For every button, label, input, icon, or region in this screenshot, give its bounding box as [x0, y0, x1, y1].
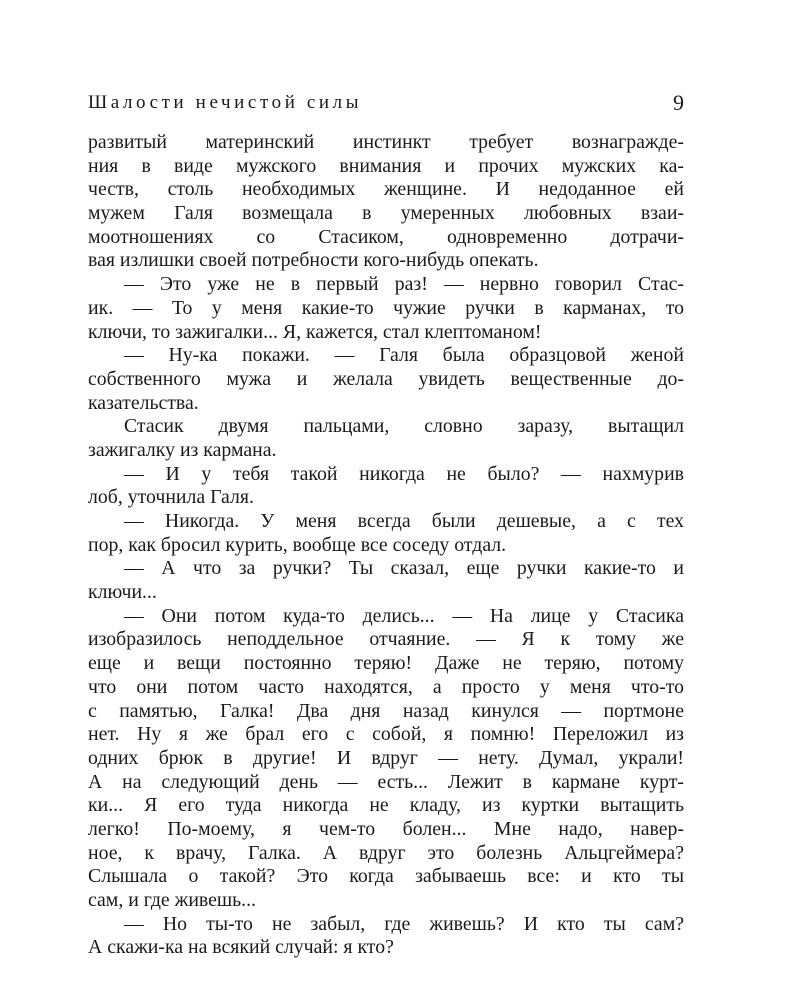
running-title: Шалости нечистой силы — [88, 92, 363, 113]
text-line: собственного мужа и желала увидеть вещественные до- — [88, 367, 684, 390]
text-line: А на следующий день — есть... Лежит в кармане курт- — [88, 770, 684, 793]
page-number: 9 — [673, 90, 684, 115]
text-line: А скажи-ка на всякий случай: я кто? — [88, 936, 394, 959]
running-head — [88, 88, 684, 118]
text-line: мужем Галя возмещала в умеренных любовных взаи- — [88, 202, 684, 225]
text-line: — Ну-ка покажи. — Галя была образцовой женой — [124, 344, 684, 367]
text-line: моотношениях со Стасиком, одновременно дотрачи- — [88, 225, 684, 248]
text-line: честв, столь необходимых женщине. И недоданное ей — [88, 178, 684, 201]
text-line: что они потом часто находятся, а просто у меня что-то — [88, 675, 684, 698]
text-line: легко! По-моему, я чем-то болен... Мне надо, навер- — [88, 817, 684, 840]
text-line: нет. Ну я же брал его с собой, я помню! Переложил из — [88, 723, 684, 746]
text-line: — Это уже не в первый раз! — нервно говорил Стас- — [124, 273, 684, 296]
text-line: с памятью, Галка! Два дня назад кинулся — портмоне — [88, 699, 684, 722]
text-line: одних брюк в другие! И вдруг — нету. Думал, украли! — [88, 746, 684, 769]
text-line: — И у тебя такой никогда не было? — нахмурив — [124, 462, 684, 485]
text-line: ключи, то зажигалки... Я, кажется, стал клептоманом! — [88, 320, 542, 343]
text-line: ния в виде мужского внимания и прочих мужских ка- — [88, 154, 684, 177]
text-line: изобразилось неподдельное отчаяние. — Я к тому же — [88, 628, 684, 651]
text-line: лоб, уточнила Галя. — [88, 486, 254, 509]
text-line: ное, к врачу, Галка. А вдруг это болезнь Альцгеймера? — [88, 841, 684, 864]
text-line: еще и вещи постоянно теряю! Даже не теряю, потому — [88, 652, 684, 675]
text-line: казательства. — [88, 391, 199, 414]
text-line: развитый материнский инстинкт требует вознагражде- — [88, 131, 684, 153]
text-line: — Но ты-то не забыл, где живешь? И кто ты сам? — [124, 912, 684, 935]
text-line: — Они потом куда-то делись... — На лице у Стасика — [124, 604, 684, 627]
text-line: — А что за ручки? Ты сказал, еще ручки какие-то и — [124, 557, 684, 580]
text-line: вая излишки своей потребности кого-нибудь опекать. — [88, 249, 539, 272]
text-line: сам, и где живешь... — [88, 889, 257, 911]
body-text — [88, 131, 684, 960]
text-line: — Никогда. У меня всегда были дешевые, а с тех — [124, 510, 684, 532]
text-line: зажигалку из кармана. — [88, 438, 277, 461]
text-line: ки... Я его туда никогда не кладу, из куртки вытащить — [88, 794, 684, 817]
text-line: пор, как бросил курить, вообще все соседу отдал. — [88, 533, 507, 556]
text-line: ик. — То у меня какие-то чужие ручки в карманах, то — [88, 296, 684, 319]
text-line: Стасик двумя пальцами, словно заразу, вытащил — [124, 415, 684, 438]
text-line: Слышала о такой? Это когда забываешь все: и кто ты — [88, 865, 684, 888]
text-line: ключи... — [88, 581, 157, 604]
